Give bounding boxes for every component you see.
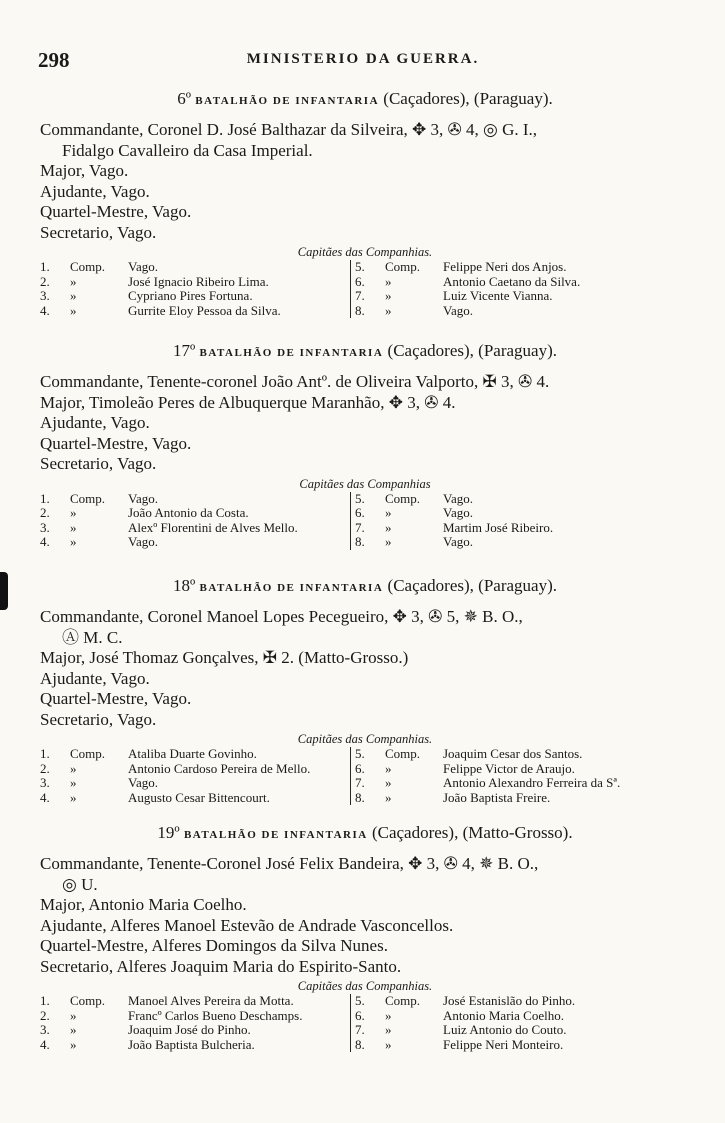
company-name: Martim José Ribeiro. — [443, 519, 554, 535]
company-name: Antonio Caetano da Silva. — [443, 273, 581, 289]
companies-column-right — [351, 492, 553, 550]
battalion-ordinal: 17º — [173, 341, 196, 360]
company-row — [40, 275, 346, 290]
company-name: Felippe Victor de Araujo. — [443, 760, 575, 776]
company-name: José Estanislão do Pinho. — [443, 993, 576, 1008]
battalion-details: (Caçadores), (Paraguay). — [387, 341, 557, 360]
company-abbr: » — [385, 789, 392, 805]
officer-line: Major, José Thomaz Gonçalves, ✠ 2. (Matto-Grosso.) — [40, 648, 409, 667]
company-abbr: » — [385, 302, 392, 318]
company-name: Luiz Vicente Vianna. — [443, 288, 553, 303]
company-row — [355, 260, 580, 275]
battalion-details: (Caçadores), (Paraguay). — [387, 576, 557, 595]
officer-line: Commandante, Coronel Manoel Lopes Pecegueiro, ✥ 3, ✇ 5, ✵ B. O., — [40, 607, 523, 626]
company-name: Vago. — [128, 775, 158, 790]
officer-line: Ajudante, Vago. — [40, 668, 150, 688]
officer-line-continuation: Fidalgo Cavalleiro da Casa Imperial. — [62, 140, 313, 160]
company-num: 2. — [40, 760, 50, 776]
company-row — [355, 1038, 575, 1053]
companies-column-right — [351, 747, 620, 805]
company-num: 2. — [40, 505, 50, 520]
company-row — [355, 535, 553, 550]
company-row — [355, 1023, 575, 1038]
company-abbr: Comp. — [70, 490, 106, 506]
officer-line: Quartel-Mestre, Vago. — [40, 689, 192, 708]
company-name: Vago. — [128, 490, 158, 506]
company-name: João Baptista Bulcheria. — [128, 1036, 255, 1052]
company-num: 7. — [355, 1022, 365, 1037]
battalion-title — [40, 340, 690, 364]
company-num: 3. — [40, 1022, 50, 1037]
company-num: 1. — [40, 490, 50, 506]
companies-column-left — [40, 747, 351, 805]
company-abbr: » — [70, 1036, 77, 1052]
company-abbr: » — [70, 775, 77, 790]
company-abbr: » — [385, 775, 392, 790]
companies-heading: Capitães das Companhias. — [297, 732, 433, 746]
company-row — [40, 1038, 346, 1053]
company-abbr: » — [385, 505, 392, 520]
company-name: Manoel Alves Pereira da Motta. — [128, 993, 294, 1008]
company-name: Vago. — [443, 302, 473, 318]
company-name: Felippe Neri Monteiro. — [443, 1036, 564, 1052]
company-abbr: » — [70, 505, 77, 520]
officer-line: Ajudante, Alferes Manoel Estevão de Andrade Vasconcellos. — [40, 915, 454, 935]
officer-list — [40, 607, 690, 730]
battalion-unit: BATALHÃO DE INFANTARIA — [183, 829, 368, 841]
company-name: Vago. — [443, 505, 473, 520]
company-num: 3. — [40, 519, 50, 535]
company-name: Vago. — [128, 259, 158, 274]
companies-heading: Capitães das Companhias. — [297, 245, 433, 259]
company-row — [355, 492, 553, 507]
company-name: João Antonio da Costa. — [128, 505, 249, 520]
officer-line: Major, Antonio Maria Coelho. — [40, 895, 247, 914]
company-row — [40, 1023, 346, 1038]
company-num: 8. — [355, 789, 365, 805]
company-num: 7. — [355, 519, 365, 535]
battalion-ordinal: 18º — [173, 576, 196, 595]
company-name: Antonio Cardoso Pereira de Mello. — [128, 760, 311, 776]
company-name: Francº Carlos Bueno Deschamps. — [128, 1007, 303, 1023]
battalion-title — [40, 822, 690, 846]
company-abbr: Comp. — [385, 490, 421, 506]
battalion-title — [40, 88, 690, 112]
company-num: 7. — [355, 775, 365, 790]
company-row — [355, 747, 620, 762]
officer-line-continuation: Ⓐ M. C. — [62, 627, 123, 647]
officer-list — [40, 372, 690, 475]
company-name: Vago. — [443, 490, 473, 506]
page-number: 298 — [38, 48, 70, 72]
battalion-section — [40, 575, 690, 805]
company-num: 4. — [40, 1036, 50, 1052]
company-abbr: » — [70, 288, 77, 303]
company-name: Antonio Alexandro Ferreira da Sª. — [443, 775, 621, 790]
company-name: Antonio Maria Coelho. — [443, 1007, 564, 1023]
companies-column-right — [351, 994, 575, 1052]
company-row — [40, 776, 346, 791]
company-abbr: » — [385, 1007, 392, 1023]
company-abbr: Comp. — [385, 993, 421, 1008]
company-num: 8. — [355, 1036, 365, 1052]
company-abbr: Comp. — [70, 259, 106, 274]
company-row — [40, 1009, 346, 1024]
company-row — [355, 762, 620, 777]
companies-column-left — [40, 994, 351, 1052]
company-name: Alexº Florentini de Alves Mello. — [128, 519, 298, 535]
company-row — [40, 492, 346, 507]
officer-line: Major, Timoleão Peres de Albuquerque Maranhão, ✥ 3, ✇ 4. — [40, 392, 456, 412]
company-num: 7. — [355, 288, 365, 303]
officer-list — [40, 854, 690, 977]
battalion-section — [40, 88, 690, 318]
battalion-ordinal: 6º — [177, 89, 192, 108]
company-abbr: » — [70, 760, 77, 776]
officer-line: Commandante, Tenente-coronel João Antº. de Oliveira Valporto, ✠ 3, ✇ 4. — [40, 372, 550, 391]
company-abbr: » — [70, 1022, 77, 1037]
officer-line: Major, Vago. — [40, 161, 129, 180]
company-num: 5. — [355, 746, 365, 761]
company-num: 1. — [40, 993, 50, 1008]
company-abbr: » — [70, 534, 77, 549]
officer-line: Ajudante, Vago. — [40, 413, 150, 432]
company-row — [40, 535, 346, 550]
company-row — [355, 304, 580, 319]
company-abbr: » — [385, 1022, 392, 1037]
company-abbr: » — [70, 302, 77, 318]
officer-line: Quartel-Mestre, Vago. — [40, 202, 192, 221]
companies-column-left — [40, 260, 351, 318]
company-num: 3. — [40, 288, 50, 303]
officer-line: Secretario, Vago. — [40, 454, 157, 473]
company-num: 5. — [355, 490, 365, 506]
page-header — [38, 48, 688, 74]
company-name: João Baptista Freire. — [443, 789, 551, 805]
company-num: 3. — [40, 775, 50, 790]
officer-line: Commandante, Tenente-Coronel José Felix Bandeira, ✥ 3, ✇ 4, ✵ B. O., — [40, 854, 539, 873]
company-num: 6. — [355, 1007, 365, 1023]
company-row — [355, 275, 580, 290]
company-name: José Ignacio Ribeiro Lima. — [128, 273, 269, 289]
officer-line: Quartel-Mestre, Vago. — [40, 433, 192, 453]
officer-list — [40, 120, 690, 243]
battalion-unit: BATALHÃO DE INFANTARIA — [199, 347, 384, 359]
officer-line: Secretario, Alferes Joaquim Maria do Espirito-Santo. — [40, 956, 402, 976]
battalion-unit: BATALHÃO DE INFANTARIA — [199, 582, 384, 594]
company-row — [355, 791, 620, 806]
battalion-ordinal: 19º — [157, 823, 180, 842]
company-name: Gurrite Eloy Pessoa da Silva. — [128, 302, 281, 318]
company-name: Vago. — [128, 534, 158, 549]
company-row — [355, 776, 620, 791]
company-num: 4. — [40, 534, 50, 549]
company-num: 1. — [40, 746, 50, 761]
company-abbr: » — [70, 1007, 77, 1023]
company-num: 2. — [40, 1007, 50, 1023]
company-abbr: » — [385, 1036, 392, 1052]
company-row — [40, 506, 346, 521]
company-num: 8. — [355, 534, 365, 549]
company-name: Augusto Cesar Bittencourt. — [128, 789, 270, 805]
company-row — [40, 747, 346, 762]
company-row — [355, 521, 553, 536]
officer-line: Ajudante, Vago. — [40, 181, 150, 201]
company-abbr: » — [385, 273, 392, 289]
company-row — [40, 762, 346, 777]
company-num: 2. — [40, 273, 50, 289]
company-num: 5. — [355, 259, 365, 274]
company-row — [355, 506, 553, 521]
company-num: 5. — [355, 993, 365, 1008]
company-abbr: » — [385, 534, 392, 549]
company-row — [40, 791, 346, 806]
battalion-section — [40, 822, 690, 1052]
officer-line: Commandante, Coronel D. José Balthazar da Silveira, ✥ 3, ✇ 4, ◎ G. I., — [40, 120, 538, 139]
company-num: 8. — [355, 302, 365, 318]
company-abbr: » — [70, 273, 77, 289]
company-name: Ataliba Duarte Govinho. — [128, 746, 257, 761]
company-row — [355, 289, 580, 304]
company-row — [40, 289, 346, 304]
company-num: 6. — [355, 273, 365, 289]
company-abbr: » — [385, 760, 392, 776]
company-row — [40, 304, 346, 319]
running-head: MINISTERIO DA GUERRA. — [246, 51, 480, 67]
ink-blot-mark — [0, 572, 8, 610]
companies-heading: Capitães das Companhias. — [297, 979, 433, 993]
battalion-title — [40, 575, 690, 599]
company-num: 6. — [355, 760, 365, 776]
company-name: Joaquim José do Pinho. — [128, 1022, 251, 1037]
company-row — [355, 1009, 575, 1024]
company-name: Vago. — [443, 534, 473, 549]
battalion-details: (Caçadores), (Matto-Grosso). — [371, 823, 573, 842]
company-abbr: » — [385, 519, 392, 535]
company-name: Luiz Antonio do Couto. — [443, 1022, 567, 1037]
battalion-section — [40, 340, 690, 550]
officer-line: Quartel-Mestre, Alferes Domingos da Silva Nunes. — [40, 936, 388, 955]
company-name: Felippe Neri dos Anjos. — [443, 259, 567, 274]
officer-line: Secretario, Vago. — [40, 222, 157, 242]
companies-heading: Capitães das Companhias — [299, 476, 431, 491]
company-abbr: » — [70, 789, 77, 805]
company-row — [40, 994, 346, 1009]
company-row — [40, 260, 346, 275]
company-abbr: Comp. — [70, 993, 106, 1008]
company-row — [40, 521, 346, 536]
companies-table — [40, 492, 690, 550]
officer-line-continuation: ◎ U. — [62, 874, 98, 894]
company-name: Cypriano Pires Fortuna. — [128, 288, 253, 303]
battalion-details: (Caçadores), (Paraguay). — [383, 89, 553, 108]
companies-column-left — [40, 492, 351, 550]
company-name: Joaquim Cesar dos Santos. — [443, 746, 583, 761]
companies-table — [40, 994, 690, 1052]
company-num: 1. — [40, 259, 50, 274]
company-abbr: Comp. — [70, 746, 106, 761]
company-abbr: Comp. — [385, 746, 421, 761]
officer-line: Secretario, Vago. — [40, 709, 157, 729]
companies-column-right — [351, 260, 580, 318]
company-abbr: » — [385, 288, 392, 303]
company-num: 4. — [40, 789, 50, 805]
company-abbr: Comp. — [385, 259, 421, 274]
company-num: 4. — [40, 302, 50, 318]
company-row — [355, 994, 575, 1009]
company-abbr: » — [70, 519, 77, 535]
companies-table — [40, 747, 690, 805]
company-num: 6. — [355, 505, 365, 520]
companies-table — [40, 260, 690, 318]
battalion-unit: BATALHÃO DE INFANTARIA — [195, 95, 380, 107]
